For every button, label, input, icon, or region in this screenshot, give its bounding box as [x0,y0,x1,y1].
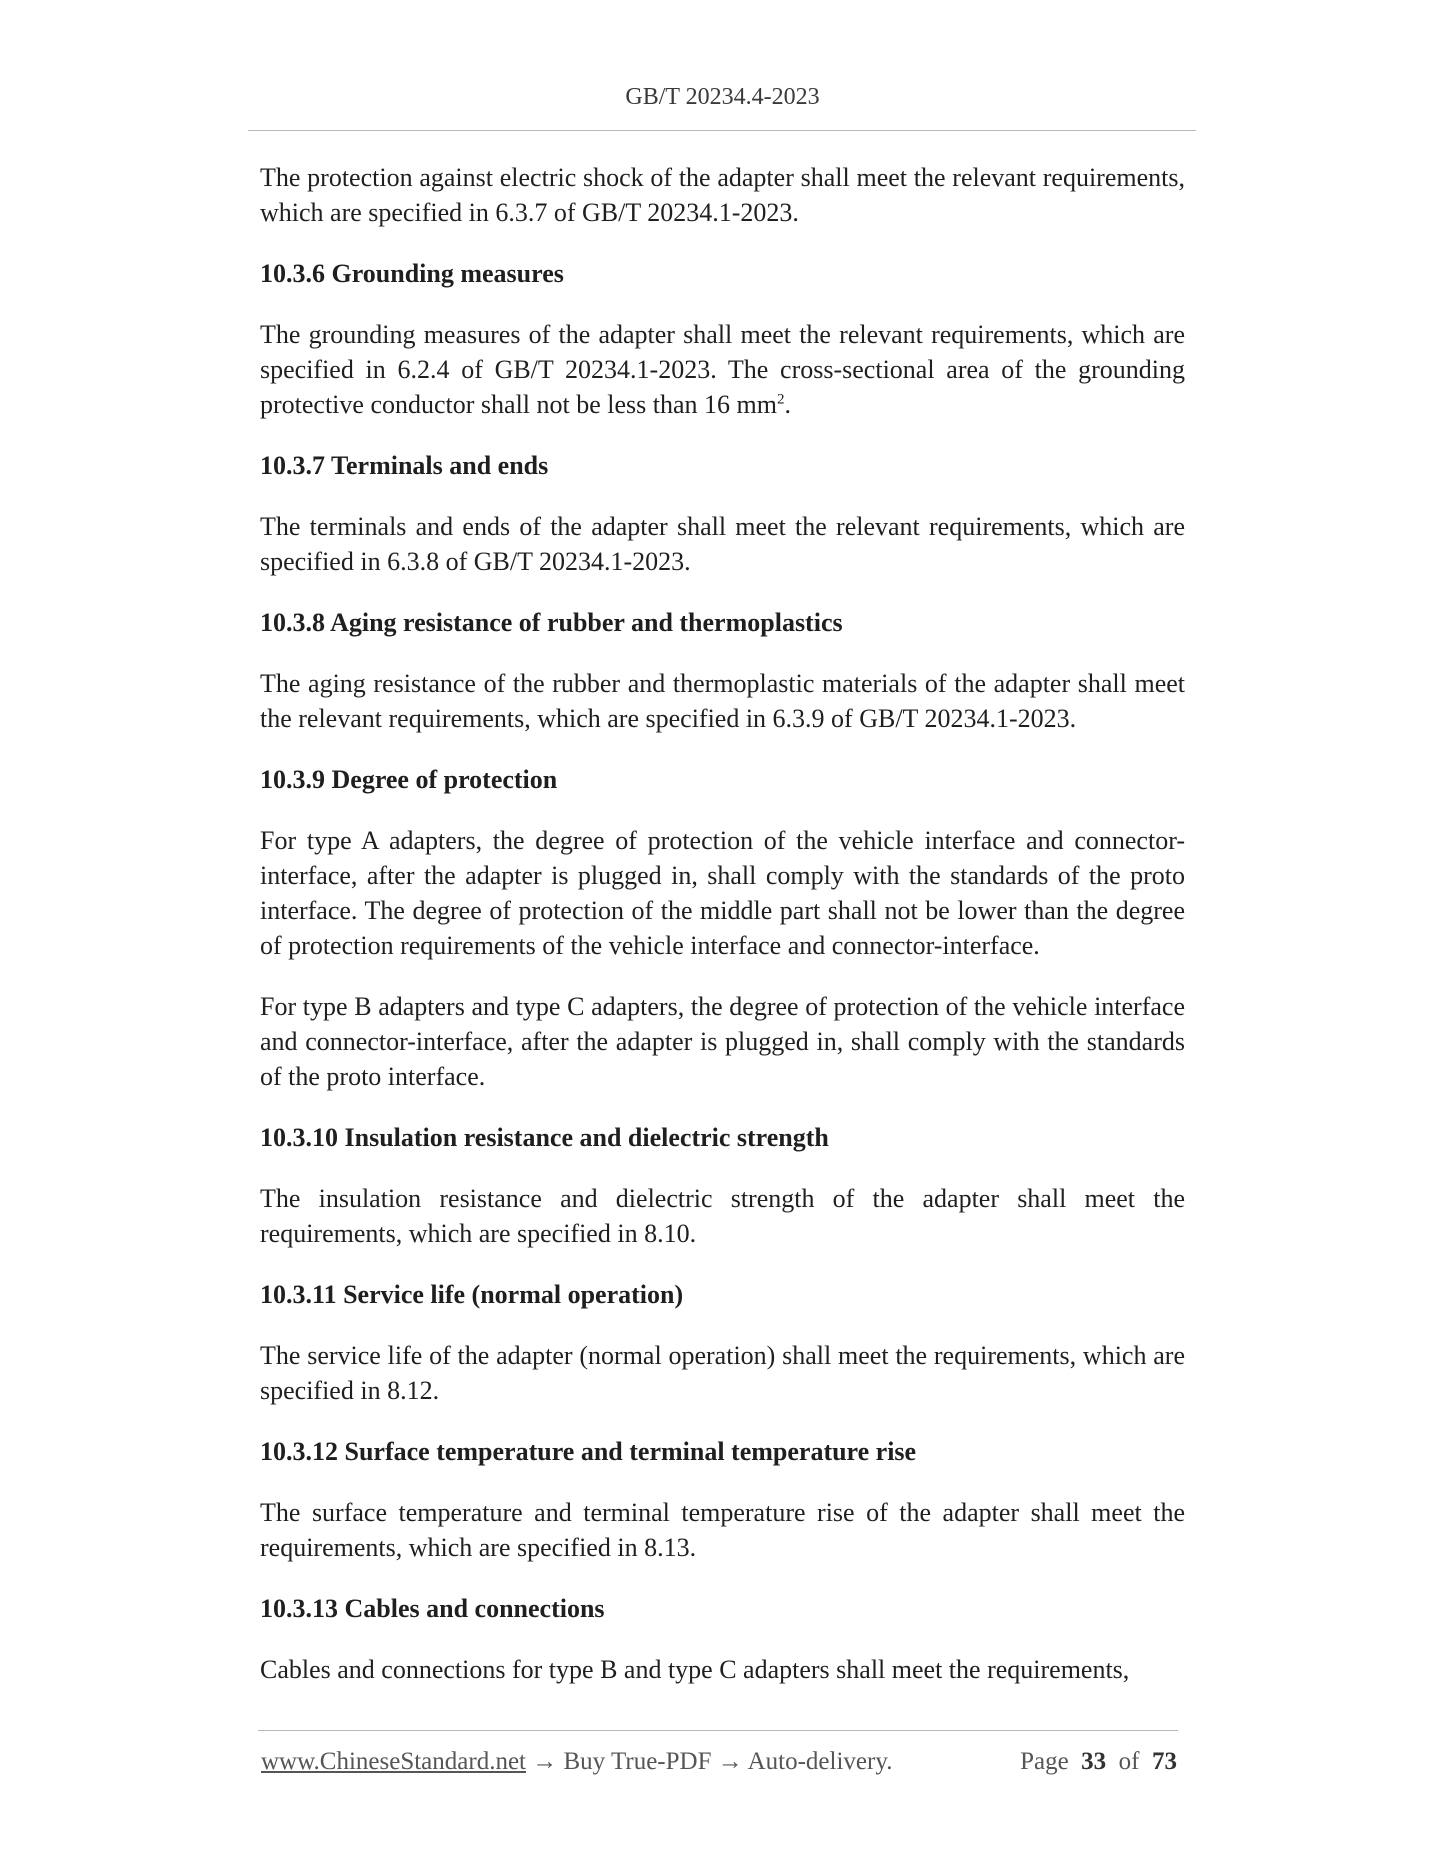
paragraph: Cables and connections for type B and type C adapters shall meet the requirements, [260,1655,1130,1684]
paragraph: The aging resistance of the rubber and thermoplastic materials of the adapter shall meet the relevant requirements, which are specified in 6.3.9 of GB/T 20234.1-2023. [260,669,1185,733]
page-body [260,160,1185,1713]
section-heading-10-3-13: 10.3.13 Cables and connections [260,1594,605,1623]
page-number: 33 [1081,1748,1107,1775]
running-header: GB/T 20234.4-2023 [625,84,820,110]
footer-promo-text: → Buy True-PDF → Auto-delivery. [526,1748,893,1775]
section-heading-10-3-7: 10.3.7 Terminals and ends [260,451,549,480]
paragraph: The service life of the adapter (normal operation) shall meet the requirements, which are specified in 8.12. [260,1341,1185,1405]
section-heading-10-3-12: 10.3.12 Surface temperature and terminal temperature rise [260,1437,917,1466]
of-label: of [1118,1748,1140,1775]
website-link[interactable]: www.ChineseStandard.net [261,1748,526,1775]
paragraph: For type A adapters, the degree of protection of the vehicle interface and connector-interface, after the adapter is plugged in, shall comply with the standards of the proto interface. The degree of protection of the middle part shall not be lower than the degree of protection requirements of the vehicle interface and connector-interface. [260,826,1185,960]
paragraph: The terminals and ends of the adapter shall meet the relevant requirements, which are specified in 6.3.8 of GB/T 20234.1-2023. [260,512,1185,576]
paragraph: The insulation resistance and dielectric strength of the adapter shall meet the requirements, which are specified in 8.10. [260,1184,1185,1248]
section-heading-10-3-11: 10.3.11 Service life (normal operation) [260,1280,684,1309]
paragraph-end: . [784,390,791,419]
header-divider [248,130,1196,131]
total-pages: 73 [1152,1748,1177,1775]
paragraph-text: The grounding measures of the adapter shall meet the relevant requirements, which are specified in 6.2.4 of GB/T 20234.1-2023. The cross-sectional area of the grounding protective conductor shall not be less than 16 mm [260,320,1185,419]
paragraph: For type B adapters and type C adapters, the degree of protection of the vehicle interface and connector-interface, after the adapter is plugged in, shall comply with the standards of the proto interface. [260,992,1185,1091]
section-heading-10-3-8: 10.3.8 Aging resistance of rubber and thermoplastics [260,608,843,637]
superscript: 2 [777,391,785,408]
paragraph: The protection against electric shock of the adapter shall meet the relevant requirements, which are specified in 6.3.7 of GB/T 20234.1-2023. [260,163,1185,227]
footer-divider [258,1730,1178,1731]
section-heading-10-3-9: 10.3.9 Degree of protection [260,765,558,794]
paragraph: The surface temperature and terminal temperature rise of the adapter shall meet the requirements, which are specified in 8.13. [260,1498,1185,1562]
page-footer [261,1748,1177,1782]
page-indicator [1020,1748,1177,1776]
footer-promo [261,1748,892,1776]
page-label: Page [1020,1748,1069,1775]
paragraph-grounding [260,317,1185,422]
section-heading-10-3-6: 10.3.6 Grounding measures [260,259,564,288]
section-heading-10-3-10: 10.3.10 Insulation resistance and dielectric strength [260,1123,829,1152]
